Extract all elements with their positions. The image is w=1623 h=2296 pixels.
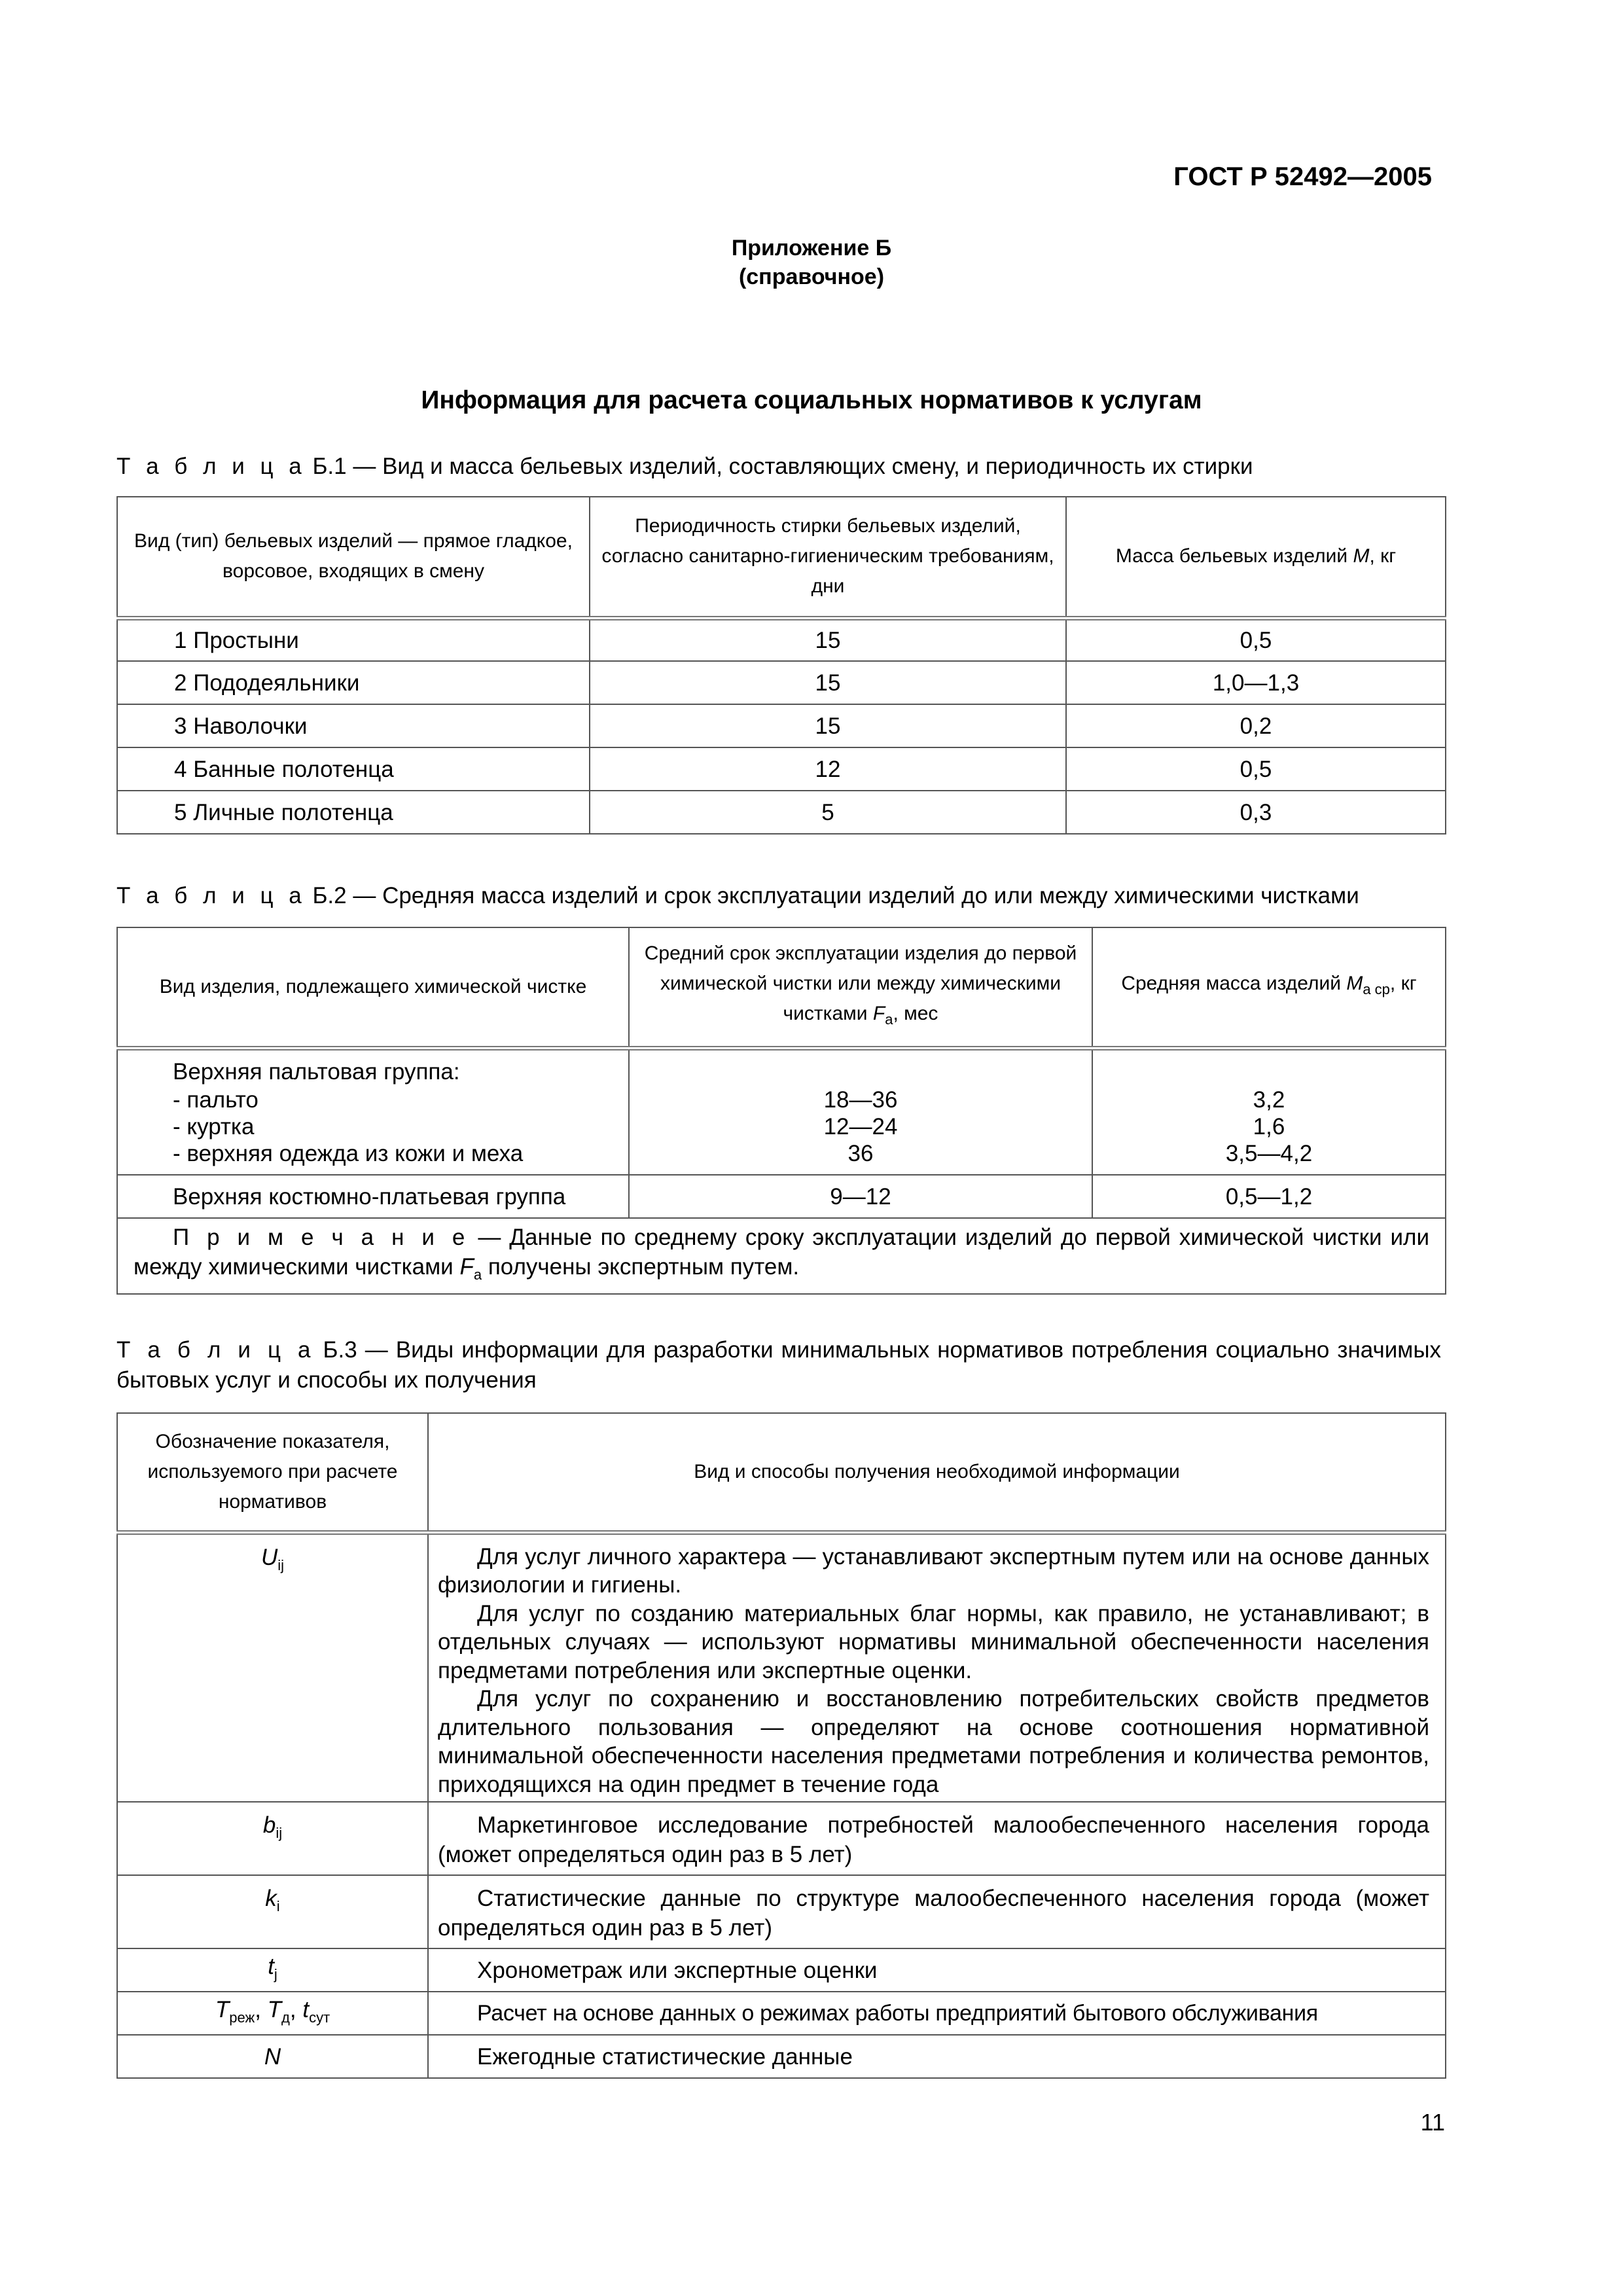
mass-symbol: М	[1353, 545, 1370, 567]
table1-caption	[116, 452, 1441, 482]
table-row	[117, 1992, 1446, 2035]
tj-symbol: t	[268, 1953, 274, 1979]
table1-mass: 1,0—1,3	[1066, 661, 1446, 704]
table2-caption	[116, 881, 1441, 911]
table2-group1-names	[117, 1048, 629, 1175]
note-subscript: a	[473, 1266, 482, 1283]
table1-mass: 0,3	[1066, 791, 1446, 834]
indicator-n	[117, 2035, 428, 2078]
term-symbol: F	[872, 1003, 885, 1025]
info-time: Расчет на основе данных о режимах работы предприятий бытового обслуживания	[428, 1992, 1446, 2035]
table2-group1-title: Верхняя пальтовая группа:	[173, 1059, 460, 1085]
table1-period: 12	[590, 747, 1066, 791]
t-mode-subscript: реж	[229, 2009, 255, 2026]
table2-group2-name: Верхняя костюмно-платьевая группа	[117, 1175, 629, 1218]
term-value: 18—36	[823, 1086, 898, 1113]
mass-value: 3,2	[1253, 1086, 1285, 1113]
table2-note-row	[117, 1218, 1446, 1294]
avg-mass-symbol: M	[1346, 973, 1363, 995]
table2-header-mass	[1092, 927, 1446, 1048]
note-label: П р и м е ч а н и е	[173, 1225, 470, 1250]
term-value: 36	[847, 1140, 874, 1166]
indicator-ki	[117, 1875, 428, 1948]
table3-label: Т а б л и ц а	[116, 1337, 315, 1363]
uij-subscript: ij	[277, 1556, 285, 1573]
table-row	[117, 1948, 1446, 1992]
indicator-bij	[117, 1802, 428, 1875]
indicator-uij	[117, 1532, 428, 1802]
table1-item: 1 Простыни	[117, 618, 590, 661]
info-paragraph: Для услуг по созданию материальных благ нормы, как правило, не устанавливают; в отдельных случаях — используют нормативы минимальной обеспеченности населения предметами потребления или экспертные оценки.	[438, 1600, 1429, 1683]
ki-subscript: i	[276, 1898, 280, 1914]
table-row	[117, 618, 1446, 661]
t-24h-symbol: t	[302, 1996, 310, 2022]
info-tj: Хронометраж или экспертные оценки	[428, 1948, 1446, 1992]
info-n: Ежегодные статистические данные	[428, 2035, 1446, 2078]
info-paragraph: Для услуг личного характера — устанавливают экспертным путем или на основе данных физиологии и гигиены.	[438, 1543, 1429, 1598]
table-row	[117, 1532, 1446, 1802]
table2-header-term	[629, 927, 1092, 1048]
table1-period: 15	[590, 661, 1066, 704]
table3	[116, 1412, 1446, 2079]
document-id: ГОСТ Р 52492—2005	[1173, 162, 1432, 191]
table1-period: 15	[590, 618, 1066, 661]
info-uij	[428, 1532, 1446, 1802]
avg-mass-unit: , кг	[1389, 973, 1417, 995]
term-subscript: a	[885, 1011, 893, 1028]
indicator-tj	[117, 1948, 428, 1992]
tj-subscript: j	[274, 1965, 277, 1982]
info-paragraph: Для услуг по сохранению и восстановлению потребительских свойств предметов длительного пользования — определяют на основе соотношения нормативной минимальной обеспеченности населения предметами потребления и количества ремонтов, приходящихся на один предмет в течение года	[438, 1686, 1429, 1797]
table-row	[117, 1175, 1446, 1218]
appendix-title: Приложение Б	[731, 236, 892, 260]
table1-header-period: Периодичность стирки бельевых изделий, согласно санитарно-гигиеническим требованиям, дни	[590, 497, 1066, 618]
table-row	[117, 791, 1446, 834]
indicator-time	[117, 1992, 428, 2035]
info-ki: Статистические данные по структуре малообеспеченного населения города (может определяться один раз в 5 лет)	[428, 1875, 1446, 1948]
list-item: - пальто	[173, 1087, 259, 1113]
table2-note	[117, 1218, 1446, 1294]
table1-header-type: Вид (тип) бельевых изделий — прямое гладкое, ворсовое, входящих в смену	[117, 497, 590, 618]
table2-header-item: Вид изделия, подлежащего химической чистке	[117, 927, 629, 1048]
bij-subscript: ij	[276, 1825, 283, 1841]
uij-symbol: U	[260, 1544, 278, 1570]
table1-period: 5	[590, 791, 1066, 834]
avg-mass-subscript: а ср	[1363, 981, 1390, 998]
table1-item: 5 Личные полотенца	[117, 791, 590, 834]
n-symbol: N	[264, 2043, 281, 2070]
info-bij: Маркетинговое исследование потребностей малообеспеченного населения города (может определяться один раз в 5 лет)	[428, 1802, 1446, 1875]
table2-caption-text: Б.2 — Средняя масса изделий и срок эксплуатации изделий до или между химическими чистками	[306, 883, 1359, 908]
table1-mass: 0,2	[1066, 704, 1446, 747]
table2-group2-term: 9—12	[629, 1175, 1092, 1218]
table2-header-mass-text: Средняя масса изделий	[1121, 973, 1347, 995]
page-number: 11	[1420, 2109, 1445, 2136]
table1-item: 4 Банные полотенца	[117, 747, 590, 791]
list-item: - верхняя одежда из кожи и меха	[173, 1141, 524, 1167]
section-title: Информация для расчета социальных нормативов к услугам	[421, 386, 1202, 414]
table3-header-indicator: Обозначение показателя, используемого при расчете нормативов	[117, 1413, 428, 1532]
t-day-symbol: T	[267, 1996, 282, 2022]
note-text-end: получены экспертным путем.	[482, 1254, 800, 1280]
separator: ,	[255, 1996, 268, 2022]
table-row	[117, 1048, 1446, 1175]
table-row	[117, 747, 1446, 791]
table2-header-term-text: Средний срок эксплуатации изделия до первой химической чистки или между химическими чистками	[644, 942, 1077, 1025]
table1-caption-text: Б.1 — Вид и масса бельевых изделий, составляющих смену, и периодичность их стирки	[306, 454, 1253, 479]
term-unit: , мес	[893, 1003, 938, 1025]
table1-item: 2 Пододеяльники	[117, 661, 590, 704]
table1-mass: 0,5	[1066, 747, 1446, 791]
separator: ,	[289, 1996, 303, 2022]
table2-label: Т а б л и ц а	[116, 883, 306, 908]
t-mode-symbol: T	[215, 1996, 230, 2022]
table1-item: 3 Наволочки	[117, 704, 590, 747]
table2-group2-mass: 0,5—1,2	[1092, 1175, 1446, 1218]
table1-header-mass-text: Масса бельевых изделий	[1115, 545, 1353, 567]
table-row	[117, 704, 1446, 747]
table2	[116, 927, 1446, 1295]
note-symbol: F	[459, 1254, 474, 1280]
table2-group1-terms	[629, 1048, 1092, 1175]
table3-caption	[116, 1335, 1441, 1395]
appendix-type: (справочное)	[738, 264, 885, 289]
table-row	[117, 1875, 1446, 1948]
table3-header-info: Вид и способы получения необходимой информации	[428, 1413, 1446, 1532]
table1-mass: 0,5	[1066, 618, 1446, 661]
t-24h-subscript: сут	[309, 2009, 330, 2026]
table2-group1-masses	[1092, 1048, 1446, 1175]
mass-unit: , кг	[1369, 545, 1397, 567]
table1-label: Т а б л и ц а	[116, 454, 306, 479]
mass-value: 1,6	[1253, 1113, 1285, 1139]
table3-caption-text: Б.3 — Виды информации для разработки минимальных нормативов потребления социально значимых бытовых услуг и способы их получения	[116, 1337, 1441, 1393]
bij-symbol: b	[262, 1812, 276, 1838]
mass-value: 3,5—4,2	[1225, 1140, 1313, 1166]
ki-symbol: k	[265, 1886, 277, 1911]
t-day-subscript: д	[281, 2009, 290, 2026]
list-item: - куртка	[173, 1114, 255, 1140]
table1	[116, 496, 1446, 834]
table1-period: 15	[590, 704, 1066, 747]
table-row	[117, 661, 1446, 704]
note-text: — Данные по среднему сроку эксплуатации изделий до первой химической чистки или между химическими чистками	[134, 1225, 1430, 1280]
term-value: 12—24	[823, 1113, 898, 1139]
table-row	[117, 2035, 1446, 2078]
table-row	[117, 1802, 1446, 1875]
table1-header-mass	[1066, 497, 1446, 618]
